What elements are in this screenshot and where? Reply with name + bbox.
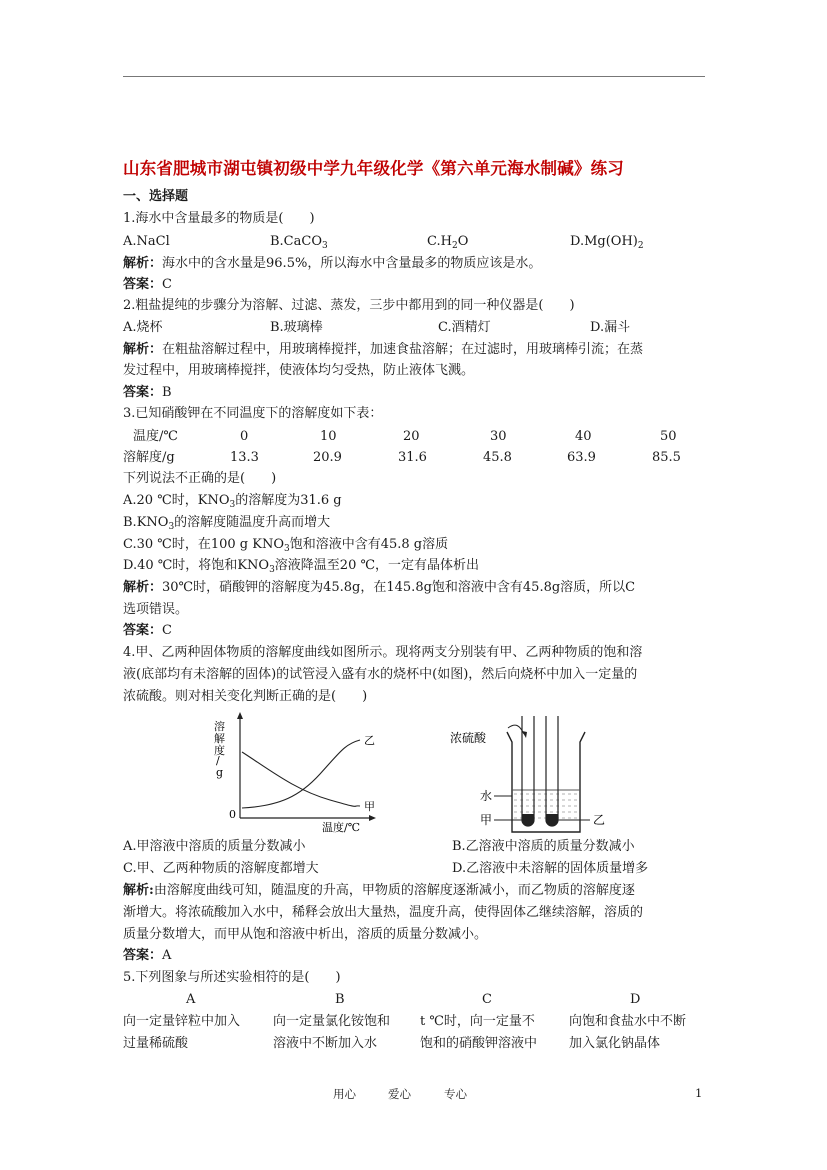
q2-analysis-line1: 解析：在粗盐溶解过程中，用玻璃棒搅拌，加速食盐溶解；在过滤时，用玻璃棒引流；在蒸	[123, 342, 644, 357]
graph-ylabel: /	[216, 754, 220, 767]
q3-table-cell: 45.8	[483, 450, 512, 465]
label-jia: 甲	[480, 813, 493, 827]
curve-label-yi: 乙	[364, 734, 375, 747]
q1-option-c: $C.H_2O$	[427, 234, 469, 251]
q3-table-cell: 20	[403, 429, 420, 444]
q5-cell: 溶液中不断加入水	[273, 1036, 378, 1051]
q5-cell: 向饱和食盐水中不断	[569, 1014, 687, 1029]
curve-label-jia: 甲	[364, 800, 375, 813]
graph-ylabel: g	[216, 766, 224, 779]
q2-option-a: A.烧杯	[123, 320, 163, 335]
q5-head-b: B	[335, 992, 345, 1007]
footer-item: 用心	[333, 1087, 356, 1101]
footer-item: 爱心	[388, 1087, 411, 1101]
q4-option-a: A.甲溶液中溶质的质量分数减小	[123, 839, 306, 854]
q2-option-d: D.漏斗	[590, 320, 631, 335]
q3-option-b: $B.KNO_3$的溶解度随温度升高而增大	[123, 515, 331, 532]
q1-option-b: B.CaCO$_3$	[270, 234, 328, 251]
q3-analysis-line1: 解析：30℃时，硝酸钾的溶解度为45.8g，在145.8g饱和溶液中含有45.8g溶质，所以C	[123, 580, 636, 595]
label-water: 水	[480, 789, 493, 803]
q5-cell: 向一定量氯化铵饱和	[273, 1014, 391, 1029]
q5-cell: 向一定量锌粒中加入	[123, 1014, 241, 1029]
label-concentrated-acid: 浓硫酸	[450, 731, 487, 745]
q3-answer: 答案：C	[123, 623, 172, 638]
q4-analysis-line1: 解析:由溶解度曲线可知，随温度的升高，甲物质的溶解度逐渐减小，而乙物质的溶解度逐	[123, 883, 635, 898]
q1-option-d: $D.Mg(OH)_2$	[570, 234, 644, 251]
graph-xlabel: 温度/℃	[322, 821, 361, 834]
q3-stem2: 下列说法不正确的是( )	[123, 471, 277, 486]
q4-stem-line3: 浓硫酸。则对相关变化判断正确的是( )	[123, 689, 368, 704]
q5-head-a: A	[186, 992, 196, 1007]
q5-cell: 过量稀硫酸	[123, 1036, 189, 1051]
q3-table-cell: 13.3	[230, 450, 259, 465]
q1-analysis: 解析：海水中的含水量是96.5%，所以海水中含量最多的物质应该是水。	[123, 256, 542, 271]
q3-table-cell: 20.9	[313, 450, 342, 465]
q3-option-a: A.20 ℃时，$KNO_3$的溶解度为31.6 g	[123, 493, 342, 510]
q2-analysis-line2: 发过程中，用玻璃棒搅拌，使液体均匀受热，防止液体飞溅。	[123, 363, 475, 378]
q3-table-cell: 50	[660, 429, 677, 444]
q3-stem: 3.已知硝酸钾在不同温度下的溶解度如下表：	[123, 406, 383, 421]
q4-option-b: B.乙溶液中溶质的质量分数减小	[452, 839, 635, 854]
q2-option-c: C.酒精灯	[438, 320, 491, 335]
page-title: 山东省肥城市湖屯镇初级中学九年级化学《第六单元海水制碱》练习	[123, 159, 624, 178]
q3-option-d: D.40 ℃时，将饱和$KNO_3$溶液降温至20 ℃，一定有晶体析出	[123, 558, 480, 575]
q3-analysis-line2: 选项错误。	[123, 602, 189, 617]
graph-ylabel: 解	[214, 732, 225, 745]
graph-origin: 0	[229, 808, 236, 821]
q3-table-cell: 85.5	[652, 450, 681, 465]
q5-cell: t ℃时，向一定量不	[420, 1014, 535, 1029]
q3-table-head-temp: 温度/℃	[133, 429, 178, 444]
q5-head-c: C	[482, 992, 492, 1007]
q4-option-c: C.甲、乙两种物质的溶解度都增大	[123, 861, 319, 876]
q5-stem: 5.下列图象与所述实验相符的是( )	[123, 970, 341, 985]
q1-answer: 答案：C	[123, 277, 172, 292]
q2-option-b: B.玻璃棒	[270, 320, 323, 335]
q3-table-head-solubility: 溶解度/g	[123, 450, 175, 465]
q3-option-c: C.30 ℃时，在100 g $KNO_3$饱和溶液中含有45.8 g溶质	[123, 537, 449, 554]
q2-stem: 2.粗盐提纯的步骤分为溶解、过滤、蒸发，三步中都用到的同一种仪器是( )	[123, 298, 575, 313]
footer-item: 专心	[444, 1087, 467, 1101]
solubility-curve-graph	[200, 710, 390, 835]
q1-stem: 1.海水中含量最多的物质是( )	[123, 211, 315, 226]
q3-table-cell: 40	[575, 429, 592, 444]
q4-stem-line1: 4.甲、乙两种固体物质的溶解度曲线如图所示。现将两支分别装有甲、乙两种物质的饱和溶	[123, 645, 643, 660]
q4-answer: 答案：A	[123, 948, 172, 963]
q4-analysis-line2: 渐增大。将浓硫酸加入水中，稀释会放出大量热，温度升高，使得固体乙继续溶解，溶质的	[123, 905, 644, 920]
q3-table-cell: 0	[240, 429, 249, 444]
q4-option-d: D.乙溶液中未溶解的固体质量增多	[452, 861, 649, 876]
q3-table-cell: 31.6	[398, 450, 427, 465]
q2-answer: 答案：B	[123, 385, 172, 400]
q5-cell: 加入氯化钠晶体	[569, 1036, 661, 1051]
q4-analysis-line3: 质量分数增大，而甲从饱和溶液中析出，溶质的质量分数减小。	[123, 927, 488, 942]
beaker-diagram	[450, 712, 625, 837]
q3-table-cell: 30	[490, 429, 507, 444]
header-rule	[123, 76, 705, 77]
q5-cell: 饱和的硝酸钾溶液中	[420, 1036, 538, 1051]
q1-option-a: A.NaCl	[123, 234, 170, 249]
label-yi: 乙	[593, 813, 606, 827]
q5-head-d: D	[630, 992, 641, 1007]
section-heading: 一、选择题	[123, 189, 189, 204]
graph-ylabel: 度	[214, 744, 225, 757]
graph-ylabel: 溶	[214, 720, 225, 733]
page-number: 1	[695, 1086, 703, 1100]
q3-table-cell: 10	[320, 429, 337, 444]
q4-stem-line2: 液(底部均有未溶解的固体)的试管浸入盛有水的烧杯中(如图)，然后向烧杯中加入一定量的	[123, 667, 638, 682]
q3-table-cell: 63.9	[567, 450, 596, 465]
